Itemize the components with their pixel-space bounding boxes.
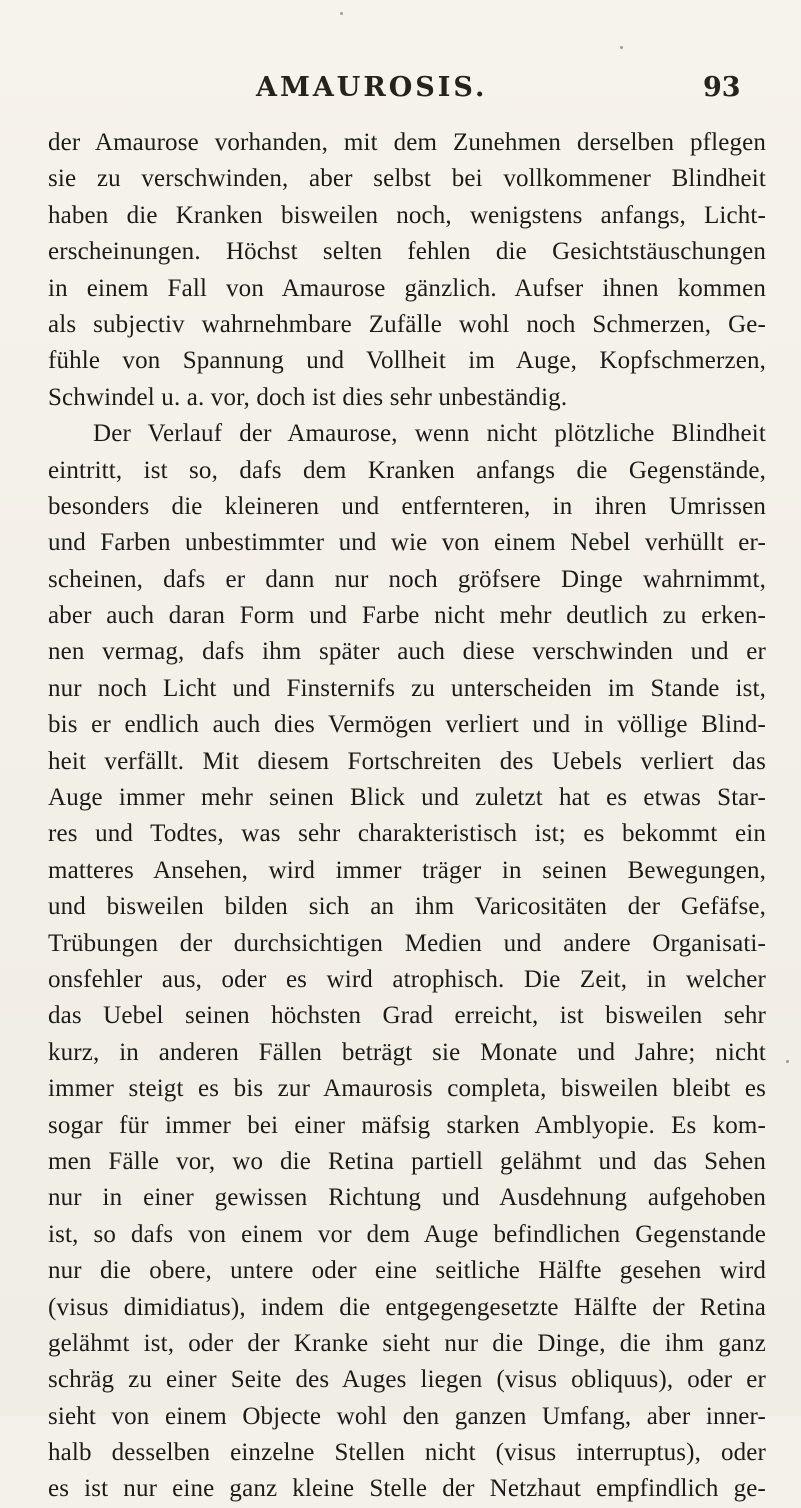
text-line: kurz, in anderen Fällen beträgt sie Monate und Jahre; nicht (48, 1038, 766, 1066)
text-line: haben die Kranken bisweilen noch, wenigstens anfangs, Licht- (48, 201, 766, 229)
running-title: AMAUROSIS. (256, 72, 488, 103)
text-line: heit verfällt. Mit diesem Fortschreiten des Uebels verliert das (48, 747, 766, 775)
text-line: ist, so dafs von einem vor dem Auge befindlichen Gegenstande (48, 1220, 766, 1248)
text-line: scheinen, dafs er dann nur noch gröfsere Dinge wahrnimmt, (48, 565, 766, 593)
text-line: und Farben unbestimmter und wie von einem Nebel verhüllt er- (48, 529, 766, 557)
text-line: gelähmt ist, oder der Kranke sieht nur die Dinge, die ihm ganz (48, 1329, 766, 1357)
text-line: Trübungen der durchsichtigen Medien und andere Organisati- (48, 929, 766, 957)
text-line: nur noch Licht und Finsternifs zu unterscheiden im Stande ist, (48, 674, 766, 702)
paper-speck (620, 46, 623, 49)
body-text (48, 125, 766, 1508)
text-line: das Uebel seinen höchsten Grad erreicht, ist bisweilen sehr (48, 1002, 766, 1030)
text-line: res und Todtes, was sehr charakteristisch ist; es bekommt ein (48, 820, 766, 848)
text-line: der Amaurose vorhanden, mit dem Zunehmen derselben pflegen (48, 129, 766, 156)
text-line: erscheinungen. Höchst selten fehlen die Gesichtstäuschungen (48, 238, 766, 266)
text-line: Schwindel u. a. vor, doch ist dies sehr unbeständig. (48, 383, 568, 411)
page-number: 93 (703, 72, 741, 103)
text-line: onsfehler aus, oder es wird atrophisch. Die Zeit, in welcher (48, 965, 766, 993)
text-line: nur die obere, untere oder eine seitliche Hälfte gesehen wird (48, 1257, 766, 1285)
paper-speck (340, 12, 343, 15)
text-line: nen vermag, dafs ihm später auch diese verschwinden und er (48, 638, 766, 666)
text-line: fühle von Spannung und Vollheit im Auge, Kopfschmerzen, (48, 347, 766, 375)
text-line: Der Verlauf der Amaurose, wenn nicht plötzliche Blindheit (93, 420, 766, 448)
text-line: bis er endlich auch dies Vermögen verliert und in völlige Blind- (48, 711, 766, 739)
text-line: sie zu verschwinden, aber selbst bei vollkommener Blindheit (48, 165, 766, 193)
text-line: in einem Fall von Amaurose gänzlich. Aufser ihnen kommen (48, 274, 766, 302)
text-line: es ist nur eine ganz kleine Stelle der Netzhaut empfindlich ge- (48, 1475, 766, 1503)
paper-speck (786, 1060, 789, 1063)
text-line: aber auch daran Form und Farbe nicht mehr deutlich zu erken- (48, 602, 766, 630)
text-line: besonders die kleineren und entfernteren, in ihren Umrissen (48, 492, 766, 520)
text-line: sogar für immer bei einer mäfsig starken Amblyopie. Es kom- (48, 1111, 766, 1139)
text-line: halb desselben einzelne Stellen nicht (visus interruptus), oder (48, 1439, 766, 1467)
text-line: und bisweilen bilden sich an ihm Varicositäten der Gefäfse, (48, 893, 766, 921)
text-line: sieht von einem Objecte wohl den ganzen Umfang, aber inner- (48, 1402, 766, 1430)
text-line: immer steigt es bis zur Amaurosis completa, bisweilen bleibt es (48, 1075, 766, 1103)
page-header (0, 72, 801, 112)
text-line: (visus dimidiatus), indem die entgegengesetzte Hälfte der Retina (48, 1293, 766, 1321)
text-line: schräg zu einer Seite des Auges liegen (visus obliquus), oder er (48, 1366, 766, 1394)
text-line: nur in einer gewissen Richtung und Ausdehnung aufgehoben (48, 1184, 766, 1212)
text-line: matteres Ansehen, wird immer träger in seinen Bewegungen, (48, 856, 766, 884)
text-line: men Fälle vor, wo die Retina partiell gelähmt und das Sehen (48, 1147, 766, 1175)
text-line: Auge immer mehr seinen Blick und zuletzt hat es etwas Star- (48, 784, 766, 812)
text-line: eintritt, ist so, dafs dem Kranken anfangs die Gegenstände, (48, 456, 766, 484)
text-line: als subjectiv wahrnehmbare Zufälle wohl noch Schmerzen, Ge- (48, 310, 766, 338)
